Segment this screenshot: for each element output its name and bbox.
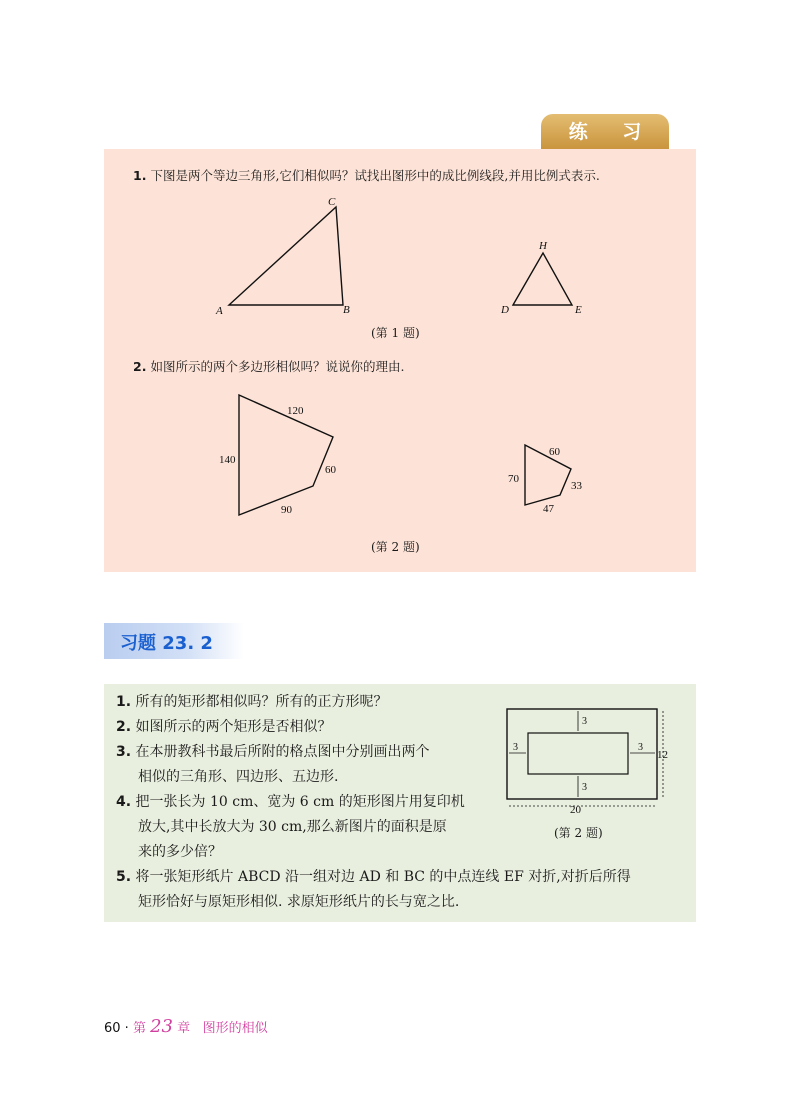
label-left: 70	[508, 473, 519, 485]
chapter-suffix: 章	[177, 1021, 191, 1036]
label-bottom: 47	[543, 503, 554, 515]
label-B: B	[343, 304, 350, 316]
label-right: 33	[571, 480, 582, 492]
page-footer	[104, 1016, 268, 1037]
page-number: 60 ·	[104, 1021, 129, 1036]
chapter-number: 23	[150, 1016, 174, 1037]
label-width: 20	[570, 804, 581, 816]
label-top: 120	[287, 405, 304, 417]
figure-q2-polygons	[215, 385, 595, 529]
question-text: 如图所示的两个多边形相似吗？说说你的理由.	[150, 359, 405, 374]
label-left-gap: 3	[513, 742, 518, 753]
big-equilateral-triangle	[215, 196, 350, 317]
label-H: H	[539, 240, 547, 252]
exercise-text: 所有的矩形都相似吗？所有的正方形呢？	[135, 694, 388, 710]
exercise-number: 2.	[116, 719, 132, 735]
exercise-text: 相似的三角形、四边形、五边形.	[138, 769, 339, 785]
small-quadrilateral	[508, 445, 583, 515]
label-C: C	[328, 196, 336, 208]
small-equilateral-triangle	[500, 240, 582, 316]
label-D: D	[501, 304, 509, 316]
exercise-text: 放大,其中长放大为 30 cm,那么新图片的面积是原	[138, 819, 447, 835]
label-height: 12	[657, 749, 668, 761]
label-left: 140	[219, 454, 236, 466]
practice-question-1	[133, 166, 600, 184]
chapter-title: 图形的相似	[202, 1021, 268, 1036]
exercise-title: 习题 23. 2	[120, 633, 213, 654]
label-top-gap: 3	[582, 716, 587, 727]
label-bottom: 90	[281, 504, 292, 516]
exercise-number: 3.	[116, 744, 132, 760]
exercise-text: 如图所示的两个矩形是否相似？	[135, 719, 332, 735]
exercise-text: 将一张矩形纸片 ABCD 沿一组对边 AD 和 BC 的中点连线 EF 对折,对折后所得	[135, 869, 631, 885]
exercise-number: 5.	[116, 869, 132, 885]
chapter-prefix: 第	[132, 1021, 146, 1036]
practice-header-tab: 练 习	[541, 114, 669, 151]
exercise-number: 4.	[116, 794, 132, 810]
figure-q1-triangles	[205, 195, 595, 324]
exercise-number: 1.	[116, 694, 132, 710]
label-top: 60	[549, 446, 560, 458]
exercise-item-5	[116, 865, 631, 915]
big-quadrilateral	[219, 395, 337, 516]
exercise-text: 把一张长为 10 cm、宽为 6 cm 的矩形图片用复印机	[135, 794, 465, 810]
caption-exercise-2: (第 2 题)	[554, 826, 603, 840]
label-bottom-gap: 3	[582, 782, 587, 793]
label-right: 60	[325, 464, 336, 476]
practice-question-2	[133, 357, 404, 375]
exercise-text: 来的多少倍？	[138, 844, 222, 860]
question-number: 1.	[133, 168, 147, 183]
label-E: E	[575, 304, 582, 316]
question-number: 2.	[133, 359, 147, 374]
label-right-gap: 3	[638, 742, 643, 753]
caption-q1: (第 1 题)	[371, 326, 420, 340]
label-A: A	[216, 305, 223, 317]
exercise-text: 矩形恰好与原矩形相似. 求原矩形纸片的长与宽之比.	[138, 894, 460, 910]
caption-q2: (第 2 题)	[371, 540, 420, 554]
exercise-text: 在本册教科书最后所附的格点图中分别画出两个	[135, 744, 430, 760]
question-text: 下图是两个等边三角形,它们相似吗？试找出图形中的成比例线段,并用比例式表示.	[150, 168, 600, 183]
